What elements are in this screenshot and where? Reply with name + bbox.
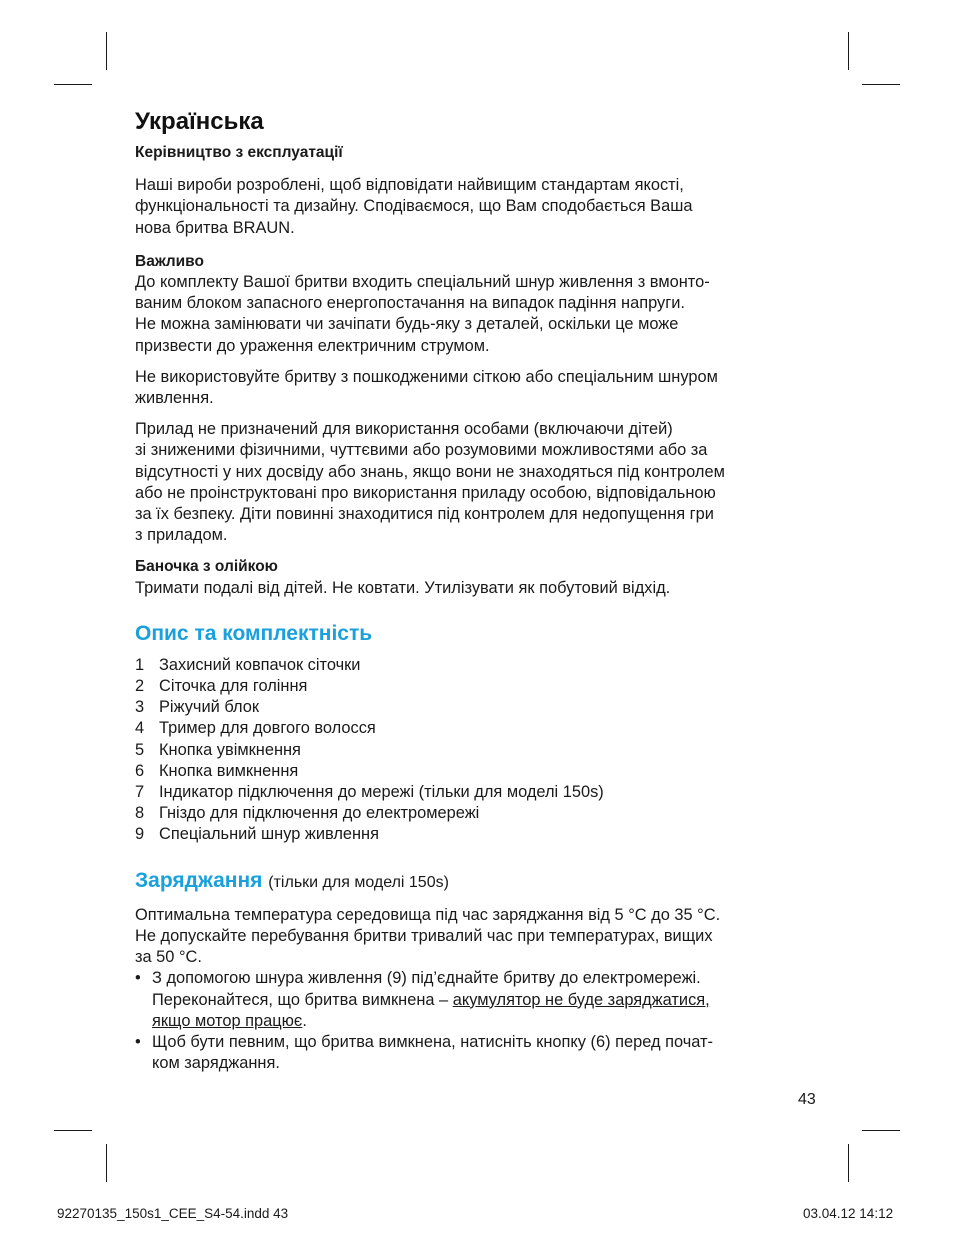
list-item: 9 Спеціальний шнур живлення	[135, 825, 379, 844]
important-paragraph-3: Прилад не призначений для використання особами (включаючи дітей) зі зниженими фізичними, чуттєвими або розумовими можливостями або за відсутності у них досвіду або знань, якщо вони не знаходяться під контролем або не проінструктовані про використання приладу особою, відповідальною за їх безпеку. Діти повинні знаходитися під контролем для недопущення гри з приладом.	[135, 420, 725, 545]
page-content	[135, 108, 825, 1074]
list-item: 4 Тример для довгого волосся	[135, 719, 376, 738]
crop-mark	[54, 84, 92, 85]
manual-heading: Керівництво з експлуатації	[135, 144, 343, 161]
important-heading: Важливо	[135, 252, 204, 270]
bullet-icon: •	[135, 1032, 141, 1051]
charging-instructions	[135, 968, 825, 1074]
page-number: 43	[798, 1091, 816, 1108]
list-item: 8 Гніздо для підключення до електромережі	[135, 804, 480, 823]
description-heading: Опис та комплектність	[135, 621, 373, 645]
footer-file-info: 92270135_150s1_CEE_S4-54.indd 43	[57, 1206, 289, 1221]
bullet-icon: •	[135, 969, 141, 988]
warning-underlined: якщо мотор працює	[152, 1011, 303, 1030]
warning-underlined: акумулятор не буде заряджатися,	[452, 990, 710, 1009]
crop-mark	[106, 32, 107, 70]
page-title: Українська	[135, 108, 264, 135]
crop-mark	[848, 32, 849, 70]
charging-paragraph: Оптимальна температура середовища під час заряджання від 5 °C до 35 °C. Не допускайте перебування бритви тривалий час при температурах, вищих за 50 °C.	[135, 905, 721, 967]
list-item: 7 Індикатор підключення до мережі (тільки для моделі 150s)	[135, 783, 604, 802]
crop-mark	[54, 1130, 92, 1131]
crop-mark	[862, 84, 900, 85]
oil-heading: Баночка з олійкою	[135, 558, 278, 576]
important-paragraph-2: Не використовуйте бритву з пошкодженими сіткою або спеціальним шнуром живлення.	[135, 367, 718, 408]
crop-mark	[848, 1144, 849, 1182]
charging-note: (тільки для моделі 150s)	[268, 873, 449, 891]
list-item: 3 Ріжучий блок	[135, 698, 260, 717]
list-item: • З допомогою шнура живлення (9) під’єднайте бритву до електромережі. Переконайтеся, що бритва вимкнена – акумулятор не буде заряджатися, якщо мотор працює.	[135, 968, 825, 1032]
footer-timestamp: 03.04.12 14:12	[803, 1206, 894, 1221]
crop-mark	[862, 1130, 900, 1131]
list-item: 2 Сіточка для гоління	[135, 677, 308, 696]
parts-list	[135, 655, 825, 846]
list-item: 6 Кнопка вимкнення	[135, 761, 299, 780]
oil-text: Тримати подалі від дітей. Не ковтати. Утилізувати як побутовий відхід.	[135, 578, 671, 597]
important-paragraph-1: До комплекту Вашої бритви входить спеціальний шнур живлення з вмонто- ваним блоком запасного енергопостачання на випадок падіння напруги. Не можна замінювати чи зачіпати будь-яку з деталей, оскільки це може призвести до ураження електричним струмом.	[135, 273, 710, 355]
list-item: 1 Захисний ковпачок сіточки	[135, 655, 361, 674]
crop-mark	[106, 1144, 107, 1182]
list-item: • Щоб бути певним, що бритва вимкнена, натисніть кнопку (6) перед почат- ком заряджання.	[135, 1032, 825, 1074]
charging-heading: Заряджання (тільки для моделі 150s)	[135, 868, 449, 892]
list-item: 5 Кнопка увімкнення	[135, 740, 301, 759]
intro-paragraph: Наші вироби розроблені, щоб відповідати найвищим стандартам якості, функціональності та дизайну. Сподіваємося, що Вам сподобається Ваша нова бритва BRAUN.	[135, 176, 693, 237]
